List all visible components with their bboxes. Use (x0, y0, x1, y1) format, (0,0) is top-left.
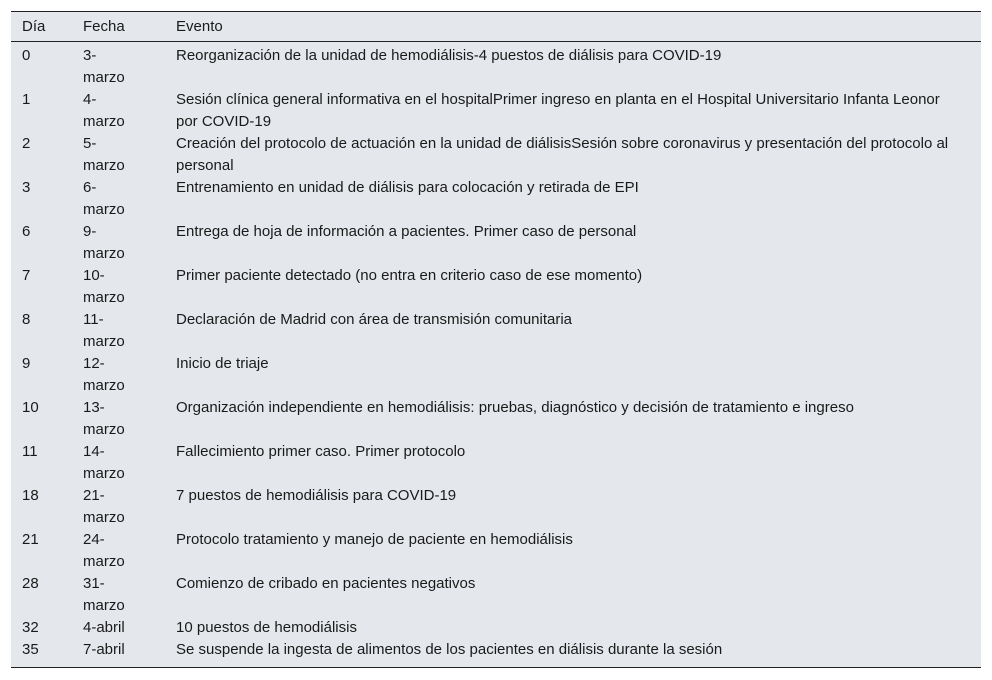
cell-evento-text: Protocolo tratamiento y manejo de paciente en hemodiálisis (176, 531, 573, 548)
cell-evento (176, 639, 981, 667)
cell-evento-text: Sesión clínica general informativa en el hospitalPrimer ingreso en planta en el Hospital Universitario Infanta Leonor por COVID-19 (176, 91, 940, 130)
cell-dia (11, 133, 83, 177)
cell-fecha-text: 24-marzo (83, 531, 125, 570)
cell-evento-text: 10 puestos de hemodiálisis (176, 619, 357, 636)
table-row (11, 441, 981, 485)
cell-evento (176, 573, 981, 617)
table-row (11, 309, 981, 353)
cell-dia-text: 6 (22, 223, 31, 240)
cell-fecha-text: 6-marzo (83, 179, 125, 218)
cell-dia-text: 28 (22, 575, 39, 592)
table-row (11, 89, 981, 133)
table-row (11, 617, 981, 639)
cell-dia-text: 0 (22, 47, 31, 64)
events-table (11, 12, 981, 667)
cell-fecha-text: 31-marzo (83, 575, 125, 614)
cell-evento-text: Primer paciente detectado (no entra en criterio caso de ese momento) (176, 267, 643, 284)
cell-dia-text: 8 (22, 311, 31, 328)
cell-dia (11, 177, 83, 221)
header-evento: Evento (176, 12, 981, 42)
cell-fecha-text: 4-abril (83, 619, 125, 636)
cell-fecha-text: 21-marzo (83, 487, 125, 526)
table-row (11, 133, 981, 177)
cell-fecha (83, 221, 176, 265)
cell-dia (11, 353, 83, 397)
cell-evento (176, 309, 981, 353)
cell-evento (176, 89, 981, 133)
table-body (11, 42, 981, 668)
cell-dia-text: 7 (22, 267, 31, 284)
cell-evento (176, 353, 981, 397)
cell-fecha (83, 617, 176, 639)
cell-dia (11, 309, 83, 353)
cell-fecha (83, 133, 176, 177)
cell-dia (11, 639, 83, 667)
table-row (11, 485, 981, 529)
cell-dia (11, 529, 83, 573)
cell-dia (11, 397, 83, 441)
cell-evento (176, 529, 981, 573)
cell-fecha (83, 485, 176, 529)
cell-dia-text: 10 (22, 399, 39, 416)
header-fecha: Fecha (83, 12, 176, 42)
cell-dia (11, 573, 83, 617)
cell-evento (176, 42, 981, 90)
cell-fecha (83, 309, 176, 353)
cell-fecha (83, 265, 176, 309)
cell-evento-text: Se suspende la ingesta de alimentos de los pacientes en diálisis durante la sesión (176, 641, 723, 658)
cell-dia-text: 18 (22, 487, 39, 504)
cell-fecha (83, 529, 176, 573)
cell-evento-text: Declaración de Madrid con área de transmisión comunitaria (176, 311, 573, 328)
table-row (11, 529, 981, 573)
cell-evento (176, 397, 981, 441)
cell-evento-text: Inicio de triaje (176, 355, 269, 372)
cell-dia-text: 32 (22, 619, 39, 636)
cell-fecha-text: 13-marzo (83, 399, 125, 438)
cell-dia-text: 1 (22, 91, 31, 108)
cell-fecha-text: 10-marzo (83, 267, 125, 306)
table-row (11, 265, 981, 309)
cell-dia (11, 485, 83, 529)
cell-fecha-text: 4-marzo (83, 91, 125, 130)
cell-evento-text: Reorganización de la unidad de hemodiálisis-4 puestos de diálisis para COVID-19 (176, 47, 722, 64)
cell-dia-text: 21 (22, 531, 39, 548)
table-row (11, 221, 981, 265)
cell-fecha (83, 639, 176, 667)
cell-fecha (83, 397, 176, 441)
cell-evento-text: Entrega de hoja de información a pacientes. Primer caso de personal (176, 223, 637, 240)
cell-evento (176, 265, 981, 309)
cell-dia (11, 265, 83, 309)
table-row (11, 177, 981, 221)
table-row (11, 397, 981, 441)
cell-dia-text: 9 (22, 355, 31, 372)
cell-evento (176, 177, 981, 221)
cell-fecha (83, 42, 176, 90)
cell-evento-text: Fallecimiento primer caso. Primer protocolo (176, 443, 466, 460)
cell-fecha-text: 5-marzo (83, 135, 125, 174)
cell-fecha-text: 12-marzo (83, 355, 125, 394)
cell-dia-text: 3 (22, 179, 31, 196)
cell-dia-text: 2 (22, 135, 31, 152)
table-row (11, 639, 981, 667)
table-row (11, 42, 981, 90)
events-table-container (11, 11, 981, 668)
cell-fecha-text: 11-marzo (83, 311, 125, 350)
cell-fecha-text: 3-marzo (83, 47, 125, 86)
cell-dia (11, 89, 83, 133)
header-dia: Día (11, 12, 83, 42)
cell-fecha (83, 573, 176, 617)
cell-fecha (83, 353, 176, 397)
cell-evento-text: Entrenamiento en unidad de diálisis para colocación y retirada de EPI (176, 179, 639, 196)
cell-dia (11, 441, 83, 485)
cell-evento (176, 441, 981, 485)
cell-fecha-text: 7-abril (83, 641, 125, 658)
table-row (11, 353, 981, 397)
cell-evento (176, 617, 981, 639)
cell-fecha-text: 9-marzo (83, 223, 125, 262)
cell-dia (11, 42, 83, 90)
cell-evento-text: Comienzo de cribado en pacientes negativos (176, 575, 476, 592)
cell-evento-text: Organización independiente en hemodiálisis: pruebas, diagnóstico y decisión de tratamiento e ingreso (176, 399, 854, 416)
cell-fecha-text: 14-marzo (83, 443, 125, 482)
cell-evento (176, 133, 981, 177)
cell-fecha (83, 441, 176, 485)
cell-evento-text: 7 puestos de hemodiálisis para COVID-19 (176, 487, 457, 504)
cell-dia-text: 11 (22, 443, 38, 460)
cell-fecha (83, 177, 176, 221)
cell-dia (11, 221, 83, 265)
cell-dia (11, 617, 83, 639)
table-row (11, 573, 981, 617)
cell-evento (176, 485, 981, 529)
cell-evento (176, 221, 981, 265)
table-header-row (11, 12, 981, 42)
cell-evento-text: Creación del protocolo de actuación en la unidad de diálisisSesión sobre coronavirus y presentación del protocolo al personal (176, 135, 949, 174)
cell-fecha (83, 89, 176, 133)
cell-dia-text: 35 (22, 641, 39, 658)
